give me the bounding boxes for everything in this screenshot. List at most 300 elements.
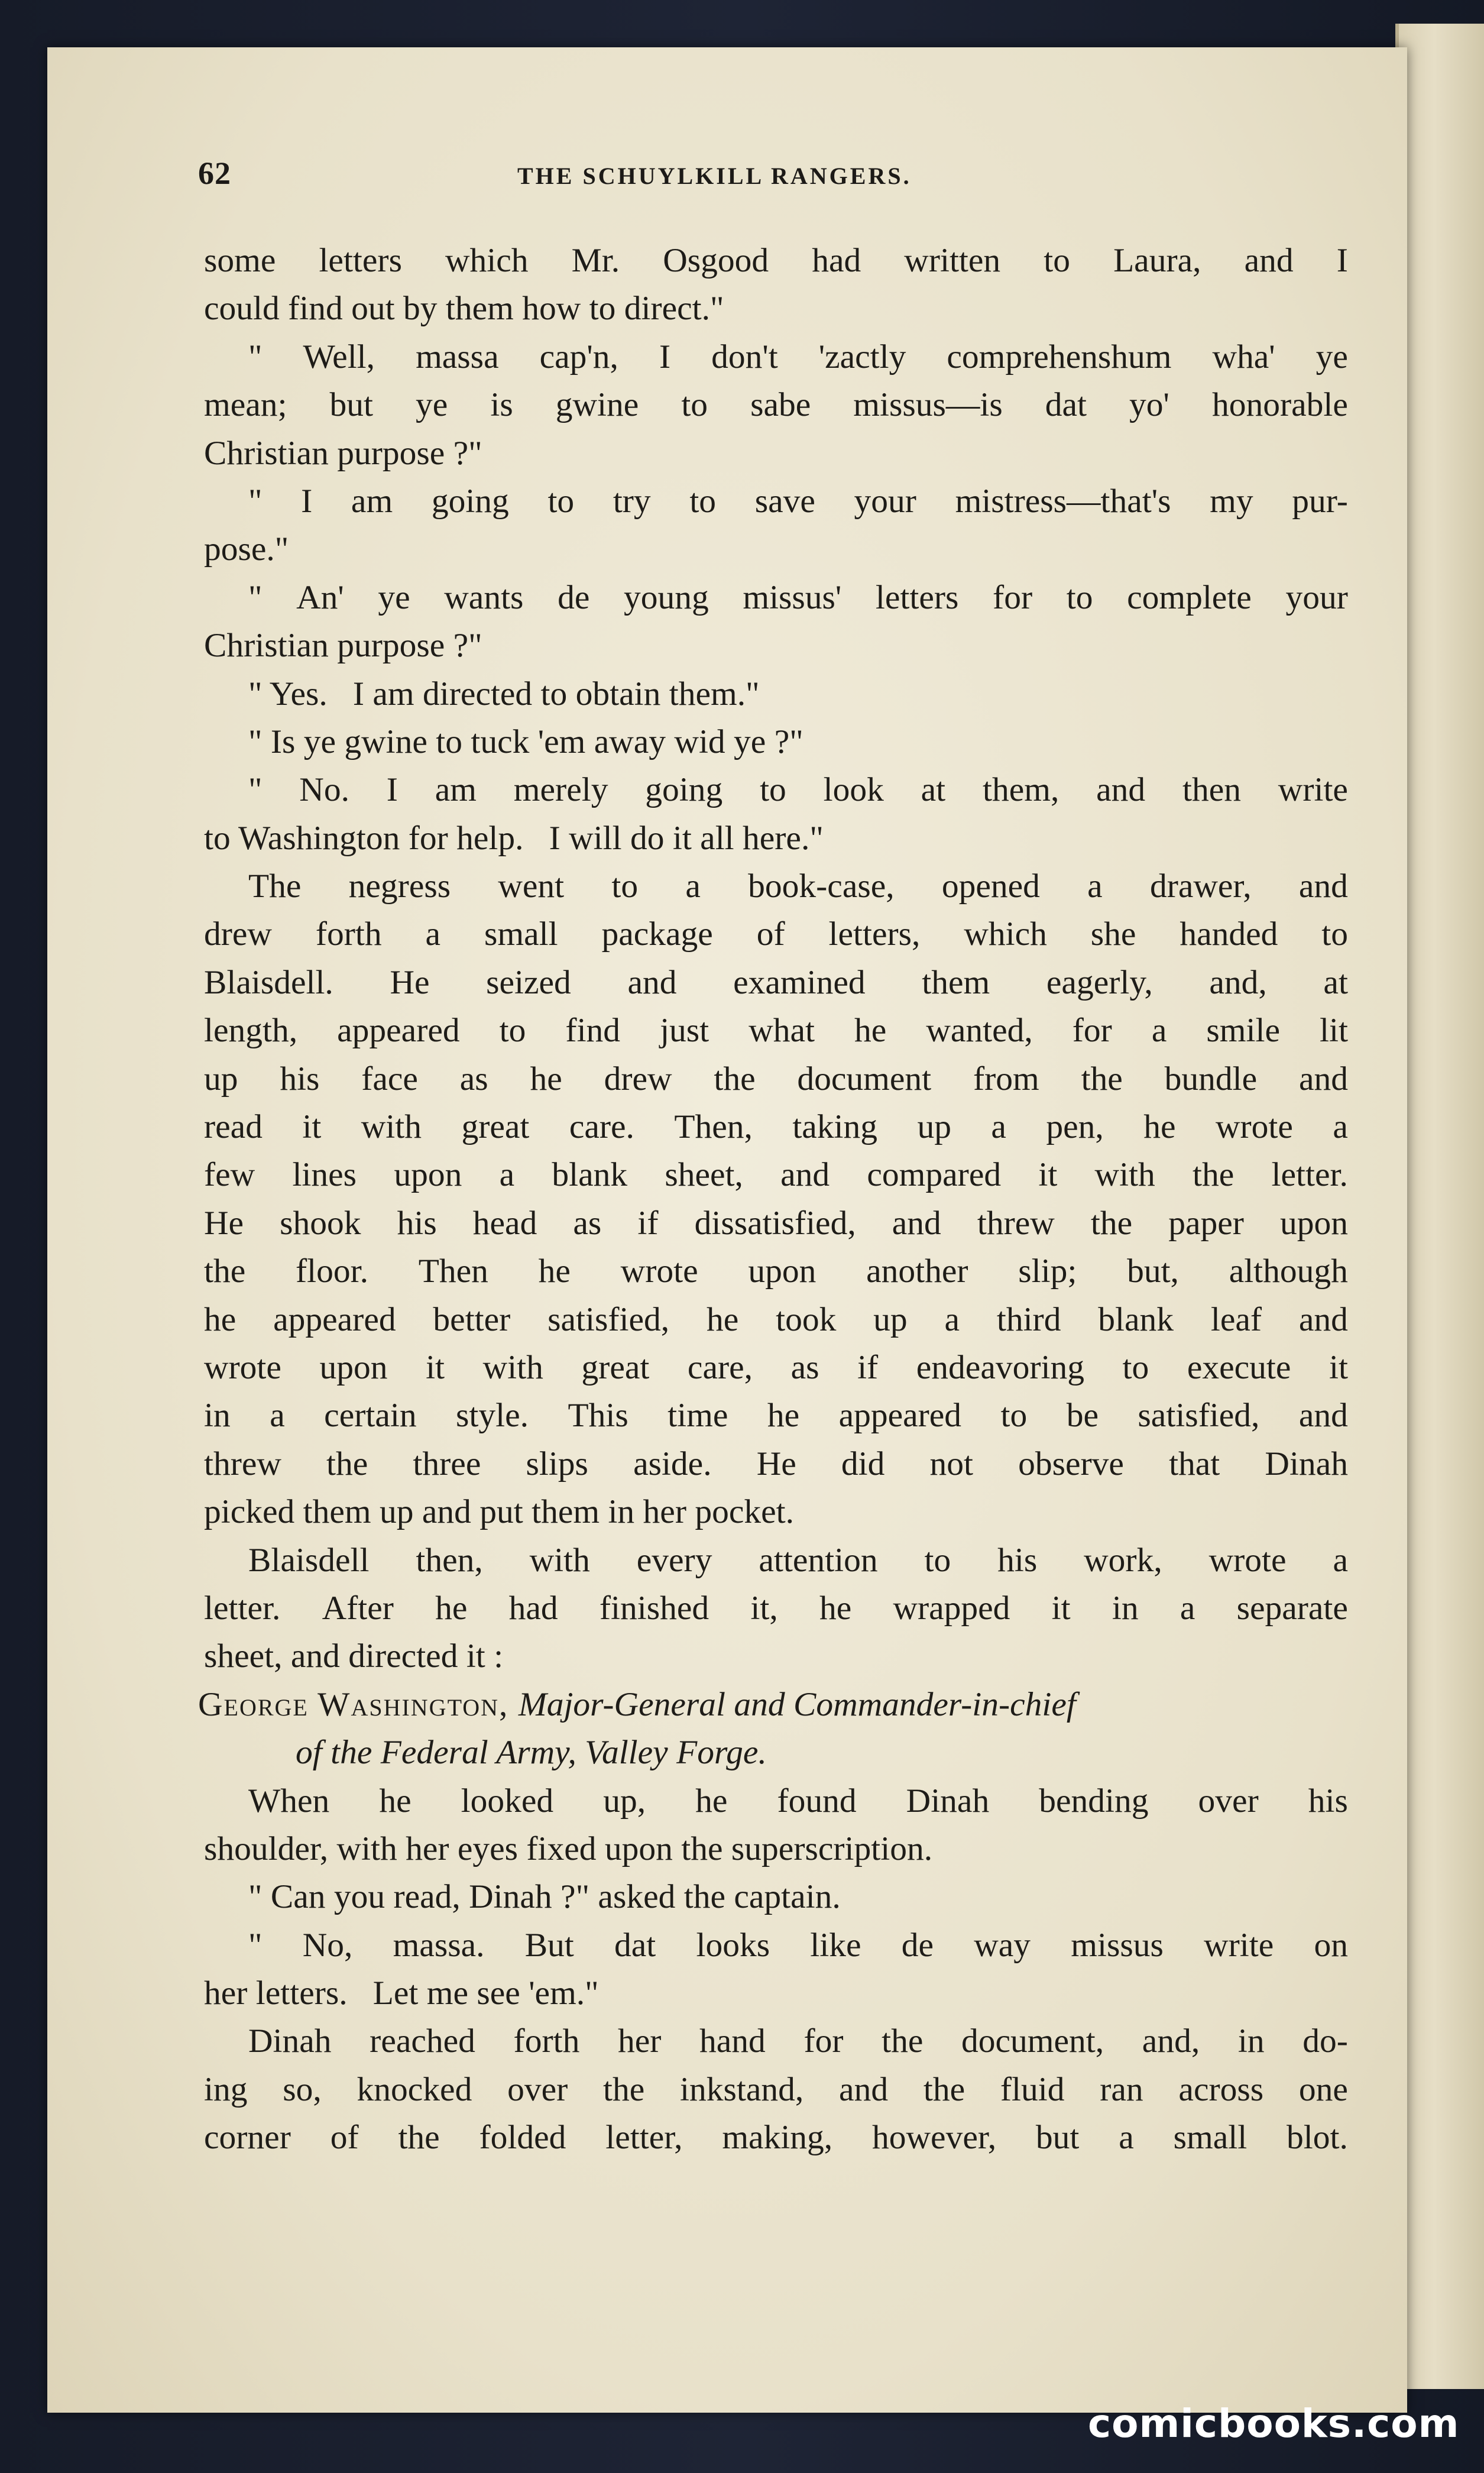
word: a bbox=[425, 915, 441, 953]
page-header bbox=[198, 155, 1351, 202]
word: of bbox=[330, 2119, 359, 2157]
word: missus' bbox=[743, 578, 842, 616]
word: de bbox=[901, 1926, 934, 1964]
text-line bbox=[204, 429, 1348, 477]
word: his bbox=[397, 1204, 437, 1242]
word: " bbox=[248, 338, 263, 376]
word: as bbox=[573, 1204, 602, 1242]
word: for bbox=[1072, 1012, 1112, 1050]
word: look bbox=[823, 771, 884, 809]
text-line bbox=[204, 670, 1348, 718]
text-line bbox=[204, 1632, 1348, 1680]
text-line bbox=[204, 284, 1348, 332]
word: complete bbox=[1127, 578, 1252, 616]
word: Osgood bbox=[663, 242, 769, 279]
word: he bbox=[538, 1252, 571, 1290]
word: he bbox=[1143, 1108, 1176, 1146]
word: it bbox=[1038, 1156, 1058, 1194]
text-line bbox=[204, 910, 1348, 958]
word: the bbox=[714, 1060, 756, 1098]
word: to bbox=[611, 868, 639, 905]
word: as bbox=[459, 1060, 488, 1098]
word: and bbox=[1298, 1060, 1348, 1098]
word: his bbox=[280, 1060, 320, 1098]
word: gwine bbox=[555, 386, 639, 424]
word: forth bbox=[315, 915, 382, 953]
word: however, bbox=[872, 2119, 997, 2157]
word: ye bbox=[1315, 338, 1348, 376]
word: but bbox=[329, 386, 374, 424]
word: No. bbox=[299, 771, 349, 809]
text-line bbox=[204, 1536, 1348, 1584]
word: the bbox=[1081, 1060, 1123, 1098]
word: just bbox=[660, 1012, 709, 1050]
word: After bbox=[322, 1589, 394, 1627]
word: drawer, bbox=[1149, 868, 1252, 905]
word: better bbox=[433, 1300, 511, 1338]
line-text: " Can you read, Dinah ?" asked the captain. bbox=[248, 1878, 841, 1916]
word: he bbox=[379, 1782, 411, 1820]
word: drew bbox=[604, 1060, 672, 1098]
word: document bbox=[797, 1060, 932, 1098]
word: de bbox=[558, 578, 590, 616]
word: it bbox=[1329, 1348, 1348, 1386]
line-text: pose." bbox=[204, 530, 289, 568]
word: looked bbox=[461, 1782, 554, 1820]
word: mistress—that's bbox=[955, 482, 1171, 520]
word: style. bbox=[456, 1397, 529, 1435]
word: a bbox=[1119, 2119, 1134, 2157]
word: then, bbox=[416, 1541, 483, 1579]
word: the bbox=[603, 2070, 645, 2108]
word: taking bbox=[792, 1108, 878, 1146]
word: he bbox=[530, 1060, 562, 1098]
word: An' bbox=[296, 578, 344, 616]
text-line bbox=[204, 1440, 1348, 1488]
word: lines bbox=[292, 1156, 357, 1194]
line-text: Christian purpose ?" bbox=[204, 627, 482, 665]
word: cap'n, bbox=[539, 338, 618, 376]
word: up bbox=[204, 1060, 238, 1098]
word: Blaisdell bbox=[248, 1541, 370, 1579]
text-line bbox=[204, 237, 1348, 284]
word: letters bbox=[875, 578, 959, 616]
word: small bbox=[1173, 2119, 1248, 2157]
word: upon bbox=[1280, 1204, 1348, 1242]
word: so, bbox=[283, 2070, 322, 2108]
word: Blaisdell. bbox=[204, 963, 333, 1001]
word: a bbox=[499, 1156, 515, 1194]
address-line2: of the Federal Army, Valley Forge. bbox=[296, 1734, 767, 1772]
word: Then bbox=[418, 1252, 488, 1290]
line-text: " Yes. I am directed to obtain them." bbox=[248, 675, 760, 713]
word: and bbox=[780, 1156, 830, 1194]
word: he bbox=[706, 1300, 739, 1338]
word: I bbox=[301, 482, 313, 520]
word: to bbox=[924, 1541, 951, 1579]
watermark: comicbooks.com bbox=[1088, 2401, 1460, 2446]
line-text: sheet, and directed it : bbox=[204, 1637, 504, 1675]
word: he bbox=[767, 1397, 800, 1435]
word: and bbox=[1298, 1397, 1348, 1435]
word: he bbox=[204, 1300, 236, 1338]
word: satisfied, bbox=[547, 1300, 670, 1338]
word: that bbox=[1169, 1445, 1220, 1482]
word: bundle bbox=[1164, 1060, 1258, 1098]
word: making, bbox=[722, 2119, 833, 2157]
word: few bbox=[204, 1156, 255, 1194]
word: Dinah bbox=[248, 2022, 332, 2060]
word: finished bbox=[599, 1589, 709, 1627]
word: to bbox=[760, 771, 786, 809]
word: upon bbox=[748, 1252, 816, 1290]
word: looks bbox=[696, 1926, 770, 1964]
word: I bbox=[1336, 242, 1348, 279]
text-line bbox=[204, 1969, 1348, 2017]
word: forth bbox=[513, 2022, 580, 2060]
word: written bbox=[904, 242, 1001, 279]
word: wrote bbox=[1215, 1108, 1293, 1146]
word: aside. bbox=[633, 1445, 712, 1482]
text-line bbox=[204, 2017, 1348, 2065]
word: and bbox=[1096, 771, 1146, 809]
text-line bbox=[204, 1055, 1348, 1103]
word: some bbox=[204, 242, 276, 279]
text-line bbox=[204, 1584, 1348, 1632]
word: with bbox=[361, 1108, 422, 1146]
text-line bbox=[204, 862, 1348, 910]
word: blank bbox=[552, 1156, 628, 1194]
word: threw bbox=[204, 1445, 281, 1482]
word: and bbox=[627, 963, 677, 1001]
word: young bbox=[623, 578, 709, 616]
word: bending bbox=[1039, 1782, 1149, 1820]
word: a bbox=[1087, 868, 1103, 905]
word: like bbox=[810, 1926, 861, 1964]
word: to bbox=[499, 1012, 526, 1050]
word: for bbox=[993, 578, 1033, 616]
word: way bbox=[974, 1926, 1031, 1964]
word: in bbox=[204, 1397, 231, 1435]
word: your bbox=[1285, 578, 1348, 616]
word: blot. bbox=[1287, 2119, 1348, 2157]
running-head: THE SCHUYLKILL RANGERS. bbox=[517, 163, 912, 189]
word: three bbox=[413, 1445, 481, 1482]
word: write bbox=[1204, 1926, 1274, 1964]
word: he bbox=[819, 1589, 852, 1627]
word: to bbox=[547, 482, 575, 520]
word: package bbox=[601, 915, 713, 953]
word: and bbox=[839, 2070, 889, 2108]
word: observe bbox=[1018, 1445, 1124, 1482]
word: mean; bbox=[204, 386, 287, 424]
word: blank bbox=[1098, 1300, 1174, 1338]
word: Dinah bbox=[1265, 1445, 1348, 1482]
word: up, bbox=[603, 1782, 646, 1820]
word: The bbox=[248, 868, 302, 905]
word: dat bbox=[1045, 386, 1087, 424]
word: and bbox=[1244, 242, 1294, 279]
word: pur- bbox=[1292, 482, 1348, 520]
word: a bbox=[270, 1397, 285, 1435]
word: separate bbox=[1236, 1589, 1348, 1627]
word: shook bbox=[280, 1204, 361, 1242]
word: to bbox=[689, 482, 717, 520]
word: execute bbox=[1187, 1348, 1291, 1386]
word: wrote bbox=[1208, 1541, 1287, 1579]
word: it, bbox=[750, 1589, 778, 1627]
word: although bbox=[1229, 1252, 1348, 1290]
text-line bbox=[204, 1391, 1348, 1439]
line-text: picked them up and put them in her pocket. bbox=[204, 1493, 794, 1531]
word: letter. bbox=[204, 1589, 281, 1627]
word: which bbox=[964, 915, 1047, 953]
word: try bbox=[613, 482, 651, 520]
word: and, bbox=[1142, 2022, 1200, 2060]
word: appeared bbox=[337, 1012, 460, 1050]
word: a bbox=[1333, 1108, 1348, 1146]
word: slips bbox=[526, 1445, 588, 1482]
word: a bbox=[991, 1108, 1006, 1146]
word: read bbox=[204, 1108, 263, 1146]
word: hand bbox=[699, 2022, 766, 2060]
word: yo' bbox=[1129, 386, 1169, 424]
word: examined bbox=[733, 963, 866, 1001]
word: the bbox=[923, 2070, 965, 2108]
text-line bbox=[204, 381, 1348, 429]
word: ran bbox=[1100, 2070, 1143, 2108]
text-line bbox=[204, 1006, 1348, 1054]
word: his bbox=[997, 1541, 1038, 1579]
word: and bbox=[892, 1204, 941, 1242]
word: across bbox=[1178, 2070, 1264, 2108]
word: book-case, bbox=[748, 868, 895, 905]
word: he bbox=[854, 1012, 887, 1050]
word: at bbox=[921, 771, 946, 809]
word: he bbox=[695, 1782, 728, 1820]
word: small bbox=[484, 915, 558, 953]
word: is bbox=[490, 386, 513, 424]
word: attention bbox=[759, 1541, 878, 1579]
word: Dinah bbox=[906, 1782, 990, 1820]
word: my bbox=[1210, 482, 1253, 520]
word: length, bbox=[204, 1012, 298, 1050]
word: dat bbox=[614, 1926, 656, 1964]
word: floor. bbox=[296, 1252, 368, 1290]
word: which bbox=[445, 242, 529, 279]
word: be bbox=[1066, 1397, 1099, 1435]
text-line bbox=[204, 1103, 1348, 1151]
word: not bbox=[929, 1445, 973, 1482]
word: had bbox=[812, 242, 861, 279]
text-line bbox=[198, 1681, 1348, 1728]
word: Laura, bbox=[1113, 242, 1201, 279]
word: to bbox=[1122, 1348, 1149, 1386]
text-line bbox=[204, 1199, 1348, 1247]
page-number: 62 bbox=[198, 156, 231, 191]
word: with bbox=[1094, 1156, 1155, 1194]
word: dissatisfied, bbox=[694, 1204, 856, 1242]
word: to bbox=[1321, 915, 1348, 953]
word: he bbox=[435, 1589, 468, 1627]
word: 'zactly bbox=[818, 338, 906, 376]
word: compared bbox=[867, 1156, 1002, 1194]
word: third bbox=[996, 1300, 1061, 1338]
word: wrapped bbox=[893, 1589, 1010, 1627]
word: am bbox=[351, 482, 393, 520]
word: inkstand, bbox=[680, 2070, 804, 2108]
word: ye bbox=[378, 578, 410, 616]
word: the bbox=[1090, 1204, 1133, 1242]
word: comprehenshum bbox=[947, 338, 1172, 376]
word: Then, bbox=[674, 1108, 753, 1146]
word: work, bbox=[1084, 1541, 1162, 1579]
word: No, bbox=[302, 1926, 353, 1964]
line-text: shoulder, with her eyes fixed upon the superscription. bbox=[204, 1830, 933, 1867]
word: if bbox=[857, 1348, 879, 1386]
text-line bbox=[204, 1825, 1348, 1873]
word: to bbox=[1000, 1397, 1028, 1435]
word: sabe bbox=[750, 386, 811, 424]
word: Mr. bbox=[571, 242, 620, 279]
word: letter. bbox=[1271, 1156, 1348, 1194]
word: upon bbox=[319, 1348, 388, 1386]
word: massa. bbox=[393, 1926, 485, 1964]
word: don't bbox=[711, 338, 778, 376]
word: it bbox=[1051, 1589, 1071, 1627]
word: fluid bbox=[1000, 2070, 1065, 2108]
word: but bbox=[1035, 2119, 1080, 2157]
word: care, bbox=[687, 1348, 753, 1386]
word: wha' bbox=[1212, 338, 1275, 376]
word: of bbox=[756, 915, 785, 953]
word: head bbox=[472, 1204, 537, 1242]
body-text bbox=[198, 237, 1348, 2162]
word: found bbox=[777, 1782, 857, 1820]
word: ye bbox=[416, 386, 448, 424]
text-line bbox=[204, 1777, 1348, 1825]
word: slip; bbox=[1018, 1252, 1077, 1290]
word: missus—is bbox=[853, 386, 1003, 424]
word: with bbox=[529, 1541, 590, 1579]
word: massa bbox=[416, 338, 499, 376]
word: He bbox=[204, 1204, 244, 1242]
word: lit bbox=[1320, 1012, 1348, 1050]
word: every bbox=[636, 1541, 712, 1579]
text-line bbox=[204, 1247, 1348, 1295]
word: then bbox=[1182, 771, 1241, 809]
word: save bbox=[754, 482, 815, 520]
word: honorable bbox=[1211, 386, 1348, 424]
word: knocked bbox=[357, 2070, 472, 2108]
word: and bbox=[1298, 1300, 1348, 1338]
word: one bbox=[1298, 2070, 1348, 2108]
word: them, bbox=[982, 771, 1059, 809]
word: great bbox=[581, 1348, 650, 1386]
word: " bbox=[248, 578, 263, 616]
word: with bbox=[482, 1348, 543, 1386]
word: do- bbox=[1302, 2022, 1348, 2060]
line-text: " Is ye gwine to tuck 'em away wid ye ?" bbox=[248, 723, 803, 760]
word: a bbox=[1333, 1541, 1348, 1579]
word: " bbox=[248, 771, 263, 809]
text-line bbox=[204, 2066, 1348, 2113]
word: eagerly, bbox=[1046, 963, 1153, 1001]
text-line bbox=[204, 477, 1348, 525]
word: But bbox=[524, 1926, 574, 1964]
word: at bbox=[1323, 963, 1348, 1001]
word: appeared bbox=[838, 1397, 962, 1435]
word: did bbox=[841, 1445, 885, 1482]
word: merely bbox=[513, 771, 608, 809]
address-name: George Washington, bbox=[198, 1685, 519, 1723]
word: am bbox=[435, 771, 477, 809]
word: Well, bbox=[303, 338, 375, 376]
word: care. bbox=[569, 1108, 634, 1146]
word: up bbox=[873, 1300, 908, 1338]
word: corner bbox=[204, 2119, 291, 2157]
word: over bbox=[507, 2070, 568, 2108]
address-title: Major-General and Commander-in-chief bbox=[518, 1685, 1076, 1723]
word: on bbox=[1314, 1926, 1348, 1964]
line-text: her letters. Let me see 'em." bbox=[204, 1974, 599, 2012]
word: and, bbox=[1209, 963, 1267, 1001]
text-line bbox=[204, 1728, 1348, 1776]
text-line bbox=[204, 1344, 1348, 1391]
word: letters bbox=[319, 242, 402, 279]
word: face bbox=[361, 1060, 418, 1098]
word: " bbox=[248, 1926, 263, 1964]
word: satisfied, bbox=[1138, 1397, 1260, 1435]
word: she bbox=[1090, 915, 1136, 953]
word: going bbox=[645, 771, 723, 809]
word: reached bbox=[370, 2022, 475, 2060]
line-text: could find out by them how to direct." bbox=[204, 290, 724, 328]
word: her bbox=[617, 2022, 662, 2060]
word: I bbox=[386, 771, 398, 809]
word: handed bbox=[1180, 915, 1278, 953]
word: and bbox=[1298, 868, 1348, 905]
text-line bbox=[204, 525, 1348, 573]
word: over bbox=[1198, 1782, 1259, 1820]
word: another bbox=[866, 1252, 968, 1290]
word: but, bbox=[1127, 1252, 1179, 1290]
word: smile bbox=[1206, 1012, 1280, 1050]
word: sheet, bbox=[665, 1156, 743, 1194]
text-line bbox=[204, 574, 1348, 622]
word: your bbox=[854, 482, 916, 520]
word: seized bbox=[486, 963, 571, 1001]
word: drew bbox=[204, 915, 272, 953]
next-page-edge bbox=[1395, 24, 1484, 2389]
text-line bbox=[204, 766, 1348, 814]
text-line bbox=[204, 1921, 1348, 1969]
text-line bbox=[204, 2113, 1348, 2161]
word: as bbox=[790, 1348, 819, 1386]
word: what bbox=[749, 1012, 815, 1050]
word: write bbox=[1278, 771, 1348, 809]
word: wrote bbox=[204, 1348, 281, 1386]
word: great bbox=[461, 1108, 530, 1146]
word: it bbox=[302, 1108, 322, 1146]
word: up bbox=[917, 1108, 951, 1146]
word: He bbox=[756, 1445, 796, 1482]
word: document, bbox=[961, 2022, 1104, 2060]
word: to bbox=[1044, 242, 1070, 279]
word: a bbox=[1151, 1012, 1167, 1050]
word: leaf bbox=[1210, 1300, 1262, 1338]
text-line bbox=[204, 718, 1348, 766]
